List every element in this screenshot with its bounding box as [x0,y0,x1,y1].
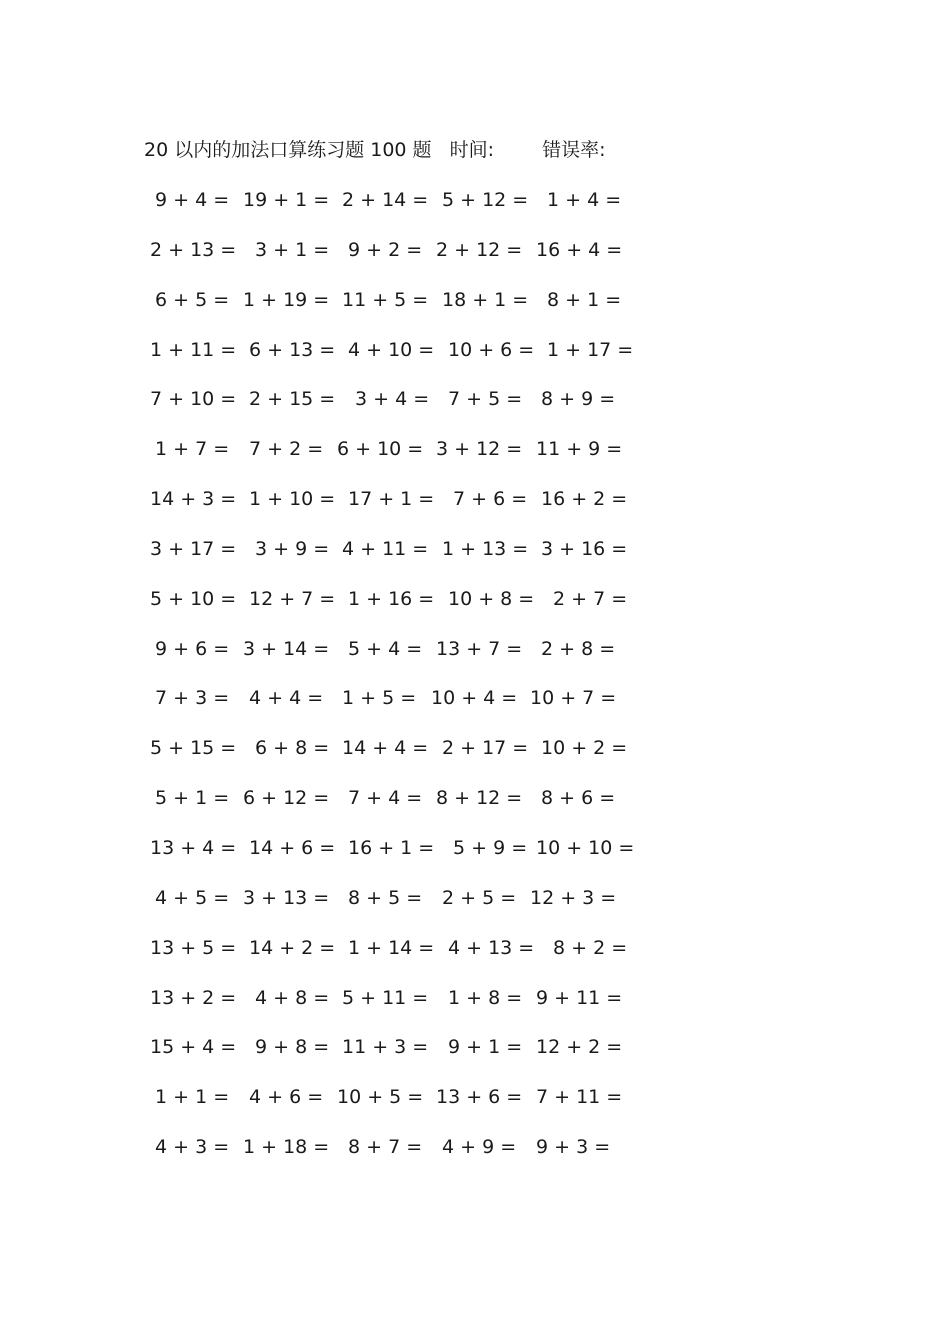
problem-item: 4 + 10 = [348,338,435,361]
problem-item: 3 + 17 = [150,537,237,560]
error-rate-label: 错误率: [542,139,606,161]
problem-row [0,485,950,535]
problem-item: 2 + 12 = [436,238,523,261]
problem-item: 8 + 2 = [553,936,628,959]
problem-item: 13 + 7 = [436,637,523,660]
problem-item: 17 + 1 = [348,488,435,511]
problem-item: 13 + 4 = [150,836,237,859]
problem-item: 5 + 1 = [155,787,230,810]
problem-item: 8 + 9 = [541,388,616,411]
problem-item: 10 + 6 = [448,338,535,361]
problem-item: 3 + 1 = [255,238,330,261]
problem-item: 3 + 13 = [243,886,330,909]
problem-item: 16 + 4 = [536,238,623,261]
problem-item: 2 + 13 = [150,238,237,261]
problem-row [0,734,950,784]
problem-item: 9 + 1 = [448,1036,523,1059]
problem-item: 7 + 2 = [249,438,324,461]
problem-item: 9 + 6 = [155,637,230,660]
problem-item: 6 + 8 = [255,737,330,760]
problem-item: 12 + 7 = [249,587,336,610]
problem-row [0,435,950,485]
problem-item: 13 + 2 = [150,986,237,1009]
problem-item: 1 + 11 = [150,338,237,361]
problem-item: 13 + 5 = [150,936,237,959]
problem-item: 19 + 1 = [243,189,330,211]
problem-item: 9 + 2 = [348,238,423,261]
problem-item: 4 + 9 = [442,1136,517,1159]
problem-row [0,934,950,984]
problem-row [0,1133,950,1183]
problem-item: 10 + 7 = [530,687,617,710]
problem-row [0,236,950,286]
problem-row [0,635,950,685]
problem-item: 4 + 5 = [155,886,230,909]
worksheet-header [144,137,605,163]
problem-item: 9 + 3 = [536,1136,611,1159]
problem-row [0,784,950,834]
problem-item: 2 + 5 = [442,886,517,909]
problem-item: 10 + 4 = [431,687,518,710]
problem-item: 1 + 7 = [155,438,230,461]
problem-item: 5 + 12 = [442,189,529,211]
problem-item: 7 + 6 = [453,488,528,511]
problem-item: 5 + 15 = [150,737,237,760]
problem-item: 7 + 11 = [536,1086,623,1109]
problem-item: 2 + 15 = [249,388,336,411]
problem-item: 1 + 13 = [442,537,529,560]
problem-item: 10 + 2 = [541,737,628,760]
problem-item: 6 + 12 = [243,787,330,810]
problem-item: 3 + 9 = [255,537,330,560]
problem-item: 1 + 5 = [342,687,417,710]
problem-row [0,1033,950,1083]
problem-item: 11 + 3 = [342,1036,429,1059]
problem-item: 7 + 4 = [348,787,423,810]
problem-item: 6 + 10 = [337,438,424,461]
problem-item: 8 + 1 = [547,288,622,311]
problem-item: 5 + 11 = [342,986,429,1009]
problem-item: 7 + 3 = [155,687,230,710]
problem-item: 1 + 8 = [448,986,523,1009]
problem-row [0,884,950,934]
problem-item: 1 + 1 = [155,1086,230,1109]
problem-item: 2 + 8 = [541,637,616,660]
problem-row [0,834,950,884]
problem-item: 12 + 3 = [530,886,617,909]
problem-item: 14 + 4 = [342,737,429,760]
problem-item: 14 + 2 = [249,936,336,959]
problem-item: 8 + 6 = [541,787,616,810]
problem-item: 14 + 3 = [150,488,237,511]
problem-item: 11 + 5 = [342,288,429,311]
problem-item: 5 + 9 = [453,836,528,859]
problem-item: 9 + 11 = [536,986,623,1009]
problem-item: 9 + 8 = [255,1036,330,1059]
problem-item: 10 + 10 = [536,836,635,859]
problem-row [0,984,950,1034]
problem-item: 5 + 10 = [150,587,237,610]
problem-item: 4 + 4 = [249,687,324,710]
time-label: 时间: [449,139,495,161]
problem-item: 5 + 4 = [348,637,423,660]
problem-row [0,684,950,734]
problem-item: 15 + 4 = [150,1036,237,1059]
problem-item: 1 + 14 = [348,936,435,959]
problem-item: 1 + 19 = [243,288,330,311]
problem-item: 8 + 7 = [348,1136,423,1159]
problem-item: 7 + 10 = [150,388,237,411]
problem-item: 1 + 16 = [348,587,435,610]
problem-item: 3 + 16 = [541,537,628,560]
problem-item: 4 + 11 = [342,537,429,560]
problem-item: 3 + 12 = [436,438,523,461]
problem-item: 14 + 6 = [249,836,336,859]
problem-item: 2 + 7 = [553,587,628,610]
problem-row [0,585,950,635]
problem-item: 4 + 8 = [255,986,330,1009]
problem-item: 16 + 2 = [541,488,628,511]
problem-grid [0,186,950,1183]
worksheet-title: 20 以内的加法口算练习题 100 题 [144,139,432,161]
problem-row [0,186,950,236]
problem-item: 6 + 5 = [155,288,230,311]
problem-item: 6 + 13 = [249,338,336,361]
problem-item: 10 + 5 = [337,1086,424,1109]
problem-item: 4 + 6 = [249,1086,324,1109]
problem-row [0,1083,950,1133]
problem-item: 3 + 14 = [243,637,330,660]
problem-item: 9 + 4 = [155,189,230,211]
problem-item: 3 + 4 = [355,388,430,411]
problem-item: 16 + 1 = [348,836,435,859]
problem-item: 4 + 3 = [155,1136,230,1159]
problem-row [0,286,950,336]
problem-row [0,336,950,386]
problem-item: 1 + 10 = [249,488,336,511]
problem-item: 13 + 6 = [436,1086,523,1109]
problem-item: 12 + 2 = [536,1036,623,1059]
problem-item: 8 + 5 = [348,886,423,909]
problem-item: 1 + 4 = [547,189,622,211]
problem-item: 2 + 14 = [342,189,429,211]
problem-item: 7 + 5 = [448,388,523,411]
problem-row [0,535,950,585]
problem-item: 4 + 13 = [448,936,535,959]
problem-item: 10 + 8 = [448,587,535,610]
problem-row [0,385,950,435]
problem-item: 8 + 12 = [436,787,523,810]
problem-item: 11 + 9 = [536,438,623,461]
problem-item: 2 + 17 = [442,737,529,760]
problem-item: 1 + 17 = [547,338,634,361]
problem-item: 18 + 1 = [442,288,529,311]
problem-item: 1 + 18 = [243,1136,330,1159]
